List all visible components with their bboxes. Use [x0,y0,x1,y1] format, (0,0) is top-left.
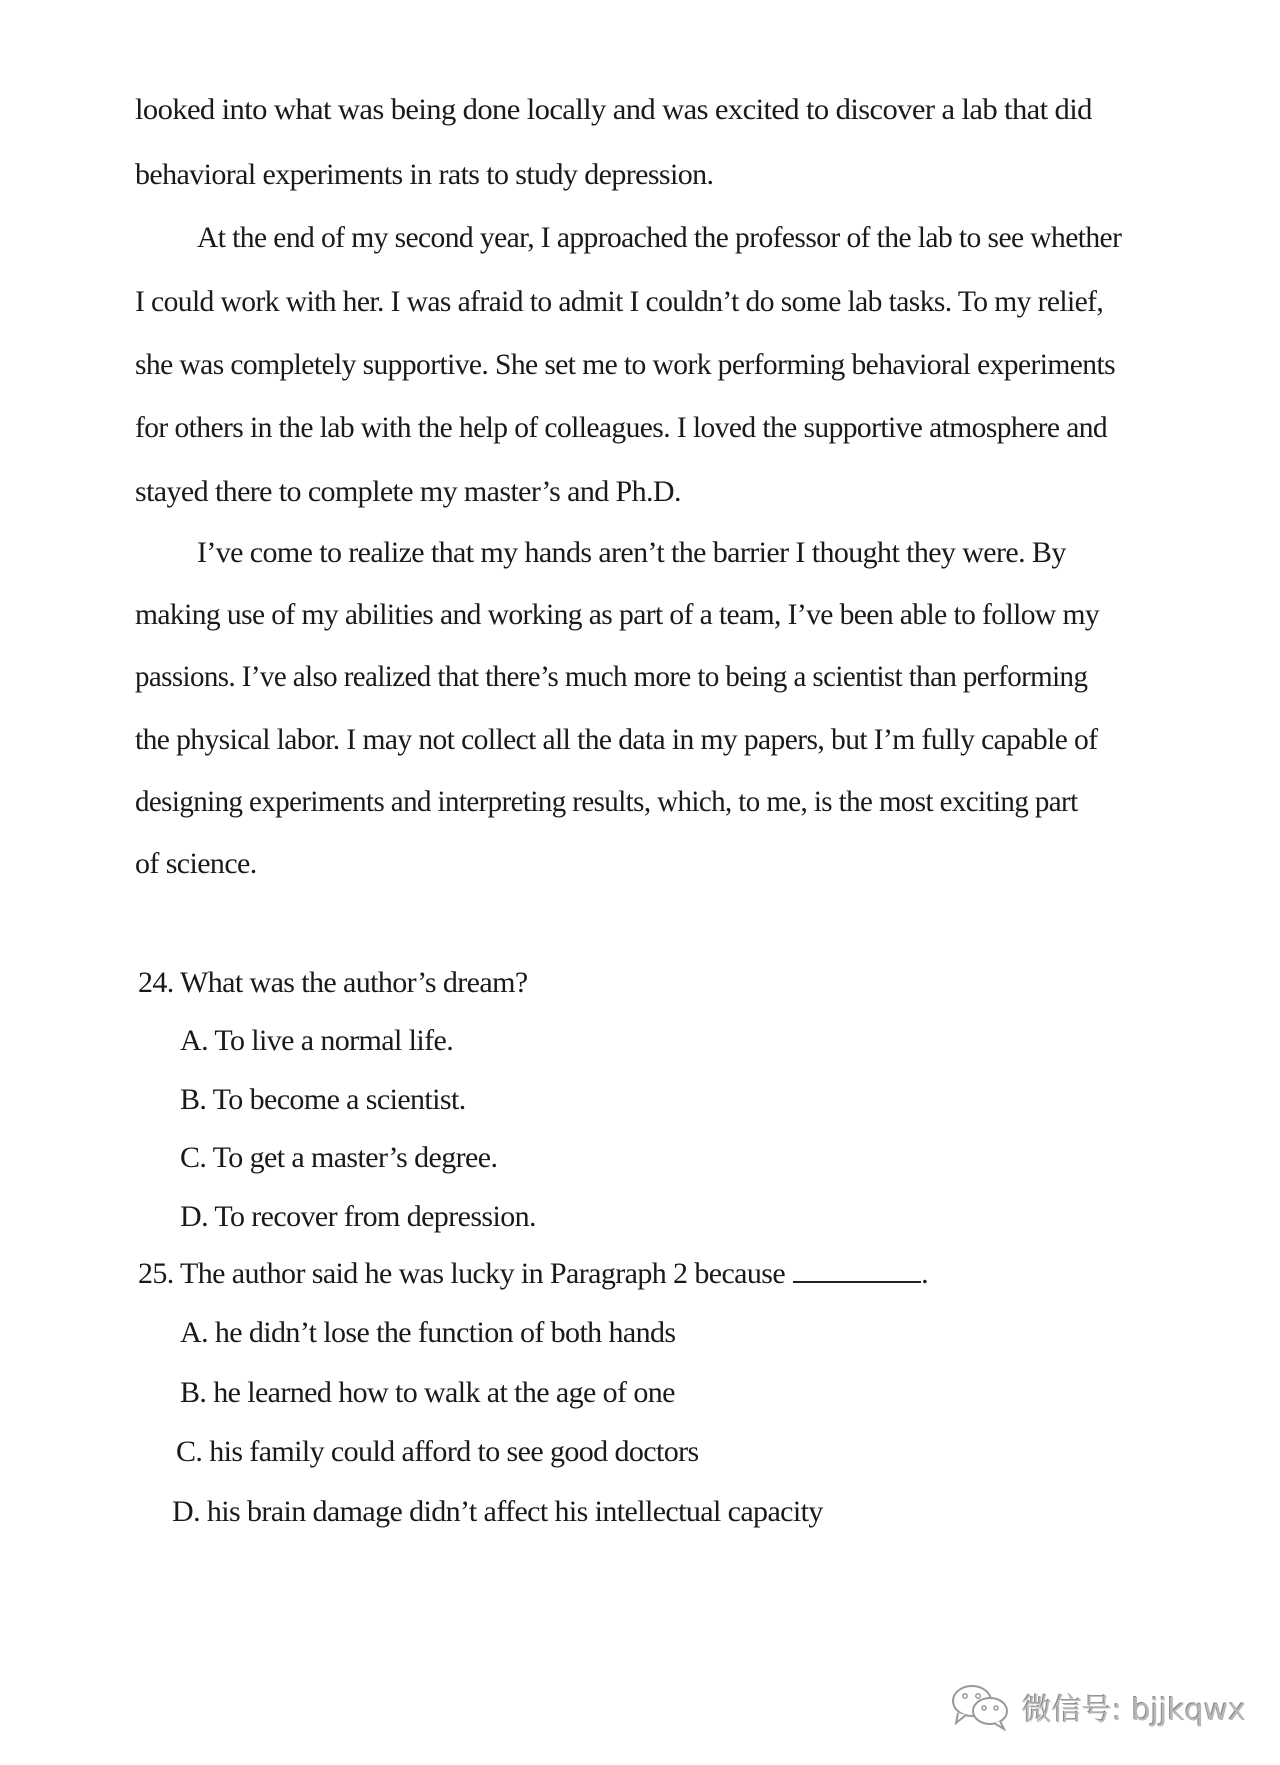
answer-option-c: C. his family could afford to see good doctors [176,1435,699,1468]
answer-blank [793,1259,921,1283]
answer-option-a: A. To live a normal life. [180,1024,454,1057]
passage-line: I’ve come to realize that my hands aren’t the barrier I thought they were. By [197,536,1066,569]
answer-option-d: D. To recover from depression. [180,1200,536,1233]
answer-option-c: C. To get a master’s degree. [180,1141,498,1174]
wechat-icon [950,1683,1012,1731]
passage-line: At the end of my second year, I approached the professor of the lab to see whether [197,221,1122,254]
passage-line: behavioral experiments in rats to study depression. [135,158,714,191]
passage-line: I could work with her. I was afraid to admit I couldn’t do some lab tasks. To my relief, [135,285,1104,318]
question-stem: 24. What was the author’s dream? [138,966,528,999]
passage-line: looked into what was being done locally and was excited to discover a lab that did [135,93,1092,126]
answer-option-b: B. he learned how to walk at the age of one [180,1376,675,1409]
passage-line: stayed there to complete my master’s and Ph.D. [135,475,681,508]
passage-line: the physical labor. I may not collect all the data in my papers, but I’m fully capable of [135,723,1098,756]
passage-line: she was completely supportive. She set me to work performing behavioral experiments [135,348,1116,381]
answer-option-b: B. To become a scientist. [180,1083,466,1116]
question-stem [138,1256,928,1292]
answer-option-d: D. his brain damage didn’t affect his intellectual capacity [172,1495,823,1528]
question-stem-text: 25. The author said he was lucky in Paragraph 2 because [138,1257,786,1290]
passage-line: passions. I’ve also realized that there’s much more to being a scientist than performing [135,660,1088,693]
passage-line: for others in the lab with the help of colleagues. I loved the supportive atmosphere and [135,411,1108,444]
watermark-text: 微信号: bjjkqwx [1022,1693,1247,1728]
passage-line: making use of my abilities and working as part of a team, I’ve been able to follow my [135,598,1100,631]
passage-line: designing experiments and interpreting results, which, to me, is the most exciting part [135,785,1078,818]
watermark [950,1683,1246,1731]
answer-option-a: A. he didn’t lose the function of both hands [180,1316,676,1349]
question-stem-end: . [921,1257,928,1290]
passage-line: of science. [135,847,257,880]
